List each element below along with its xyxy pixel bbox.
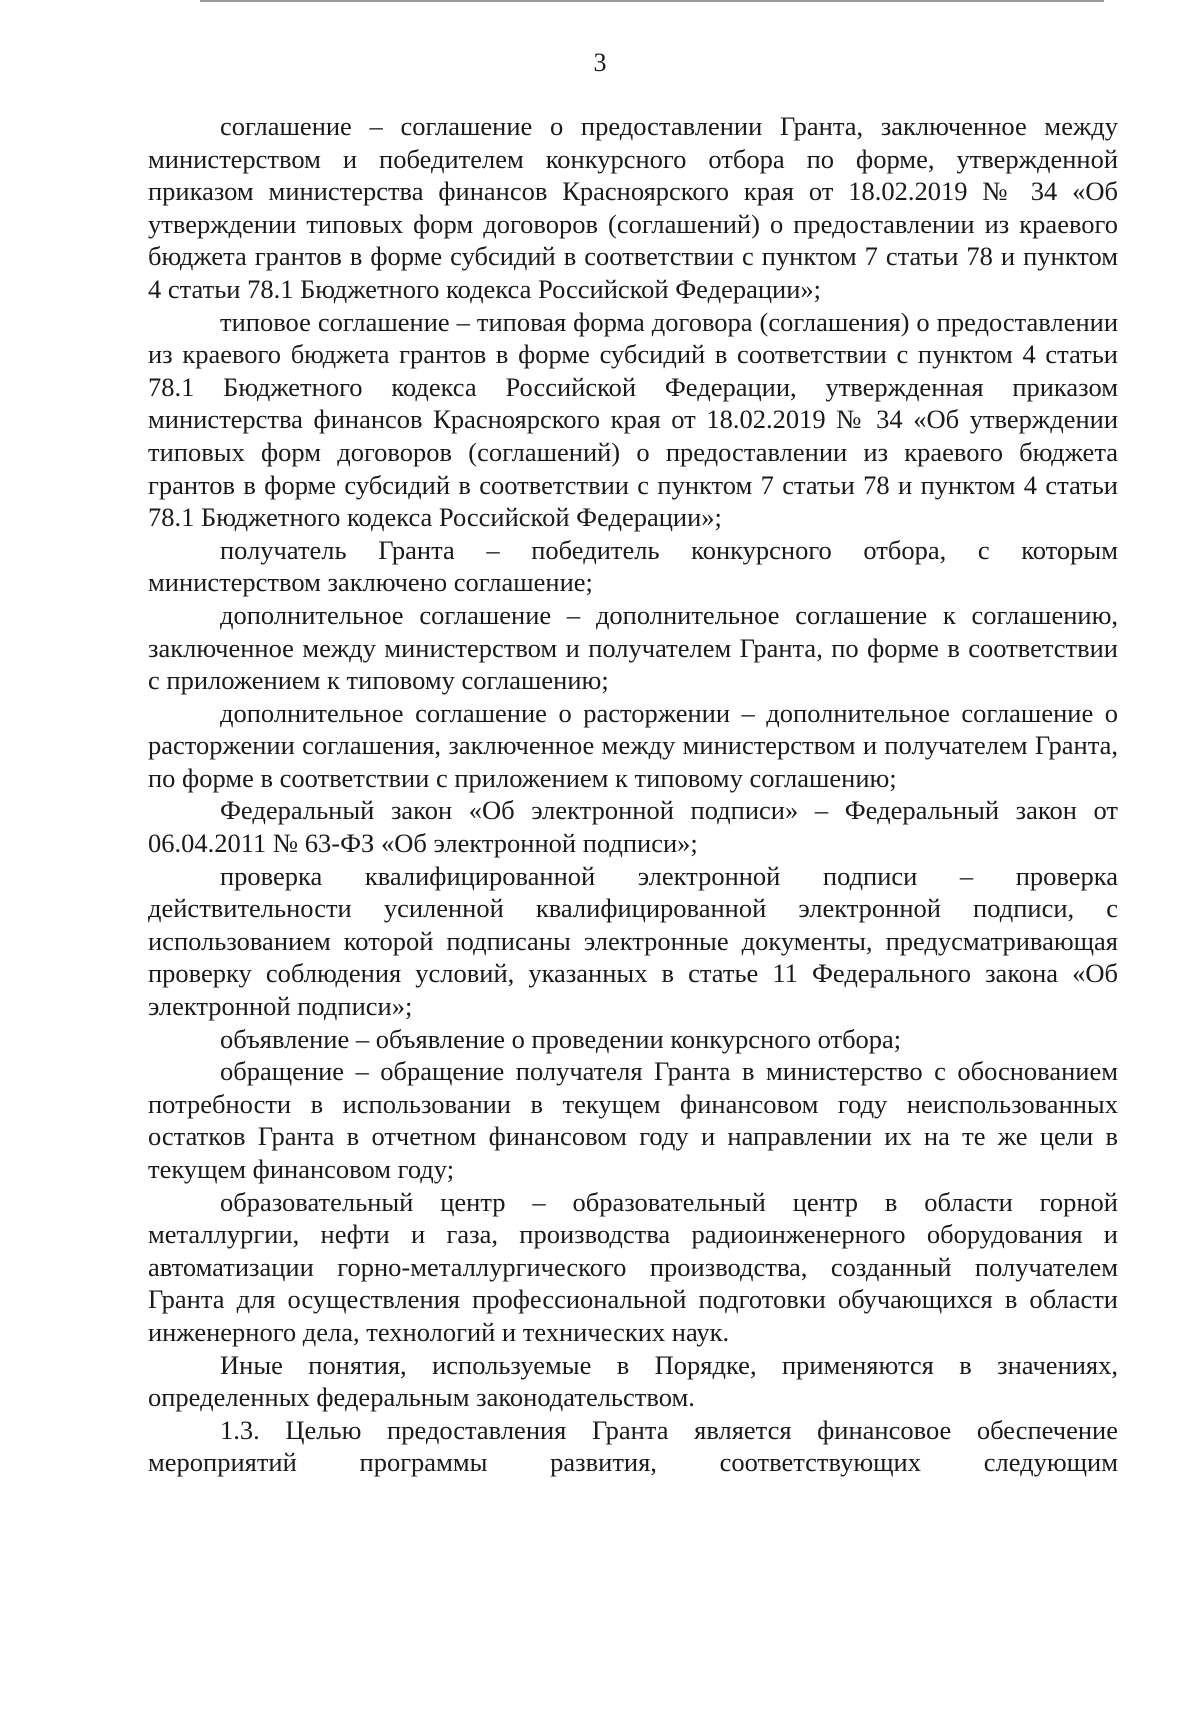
paragraph-federal-law-definition: Федеральный закон «Об электронной подписи» – Федеральный закон от 06.04.2011 № 63-ФЗ «Об электронной подписи»; (148, 795, 1118, 859)
page-number: 3 (593, 48, 607, 77)
paragraph-appeal-definition: обращение – обращение получателя Гранта в министерство с обоснованием потребности в использовании в текущем финансовом году неиспользованных остатков Гранта в отчетном финансовом году и направлении их на те же цели в текущем финансовом году; (148, 1056, 1118, 1184)
paragraph-announcement-definition: объявление – объявление о проведении конкурсного отбора; (220, 1023, 902, 1054)
paragraph-education-center-definition: образовательный центр – образовательный центр в области горной металлургии, нефти и газа, производства радиоинженерного оборудования и автоматизации горно-металлургического производства, созданный получателем Гранта для осуществления профессиональной подготовки обучающихся в области инженерного дела, технологий и технических наук. (148, 1186, 1118, 1347)
paragraph-agreement-definition: соглашение – соглашение о предоставлении Гранта, заключенное между министерством и победителем конкурсного отбора по форме, утвержденной приказом министерства финансов Красноярского края от 18.02.2019 № 34 «Об утверждении типовых форм договоров (соглашений) о предоставлении из краевого бюджета грантов в форме субсидий в соответствии с пунктом 7 статьи 78 и пунктом 4 статьи 78.1 Бюджетного кодекса Российской Федерации»; (148, 111, 1118, 304)
paragraph-other-terms: Иные понятия, используемые в Порядке, применяются в значениях, определенных федеральным законодательством. (148, 1349, 1118, 1413)
paragraph-grant-recipient-definition: получатель Гранта – победитель конкурсного отбора, с которым министерством заключено соглашение; (148, 534, 1118, 598)
paragraph-grant-purpose: 1.3. Целью предоставления Гранта является финансовое обеспечение мероприятий программы развития, соответствующих следующим (148, 1414, 1118, 1478)
paragraph-supplementary-agreement-definition: дополнительное соглашение – дополнительное соглашение к соглашению, заключенное между министерством и получателем Гранта, по форме в соответствии с приложением к типовому соглашению; (148, 599, 1118, 696)
top-border-line (200, 0, 1104, 2)
paragraph-standard-agreement-definition: типовое соглашение – типовая форма договора (соглашения) о предоставлении из краевого бюджета грантов в форме субсидий в соответствии с пунктом 4 статьи 78.1 Бюджетного кодекса Российской Федерации, утвержденная приказом министерства финансов Красноярского края от 18.02.2019 № 34 «Об утверждении типовых форм договоров (соглашений) о предоставлении из краевого бюджета грантов в форме субсидий в соответствии с пунктом 7 статьи 78 и пунктом 4 статьи 78.1 Бюджетного кодекса Российской Федерации»; (148, 306, 1118, 533)
paragraph-signature-check-definition: проверка квалифицированной электронной подписи – проверка действительности усиленной квалифицированной электронной подписи, с использованием которой подписаны электронные документы, предусматривающая проверку соблюдения условий, указанных в статье 11 Федерального закона «Об электронной подписи»; (148, 860, 1118, 1022)
paragraph-termination-agreement-definition: дополнительное соглашение о расторжении – дополнительное соглашение о расторжении соглашения, заключенное между министерством и получателем Гранта, по форме в соответствии с приложением к типовому соглашению; (148, 697, 1118, 793)
document-body (148, 110, 1118, 1479)
